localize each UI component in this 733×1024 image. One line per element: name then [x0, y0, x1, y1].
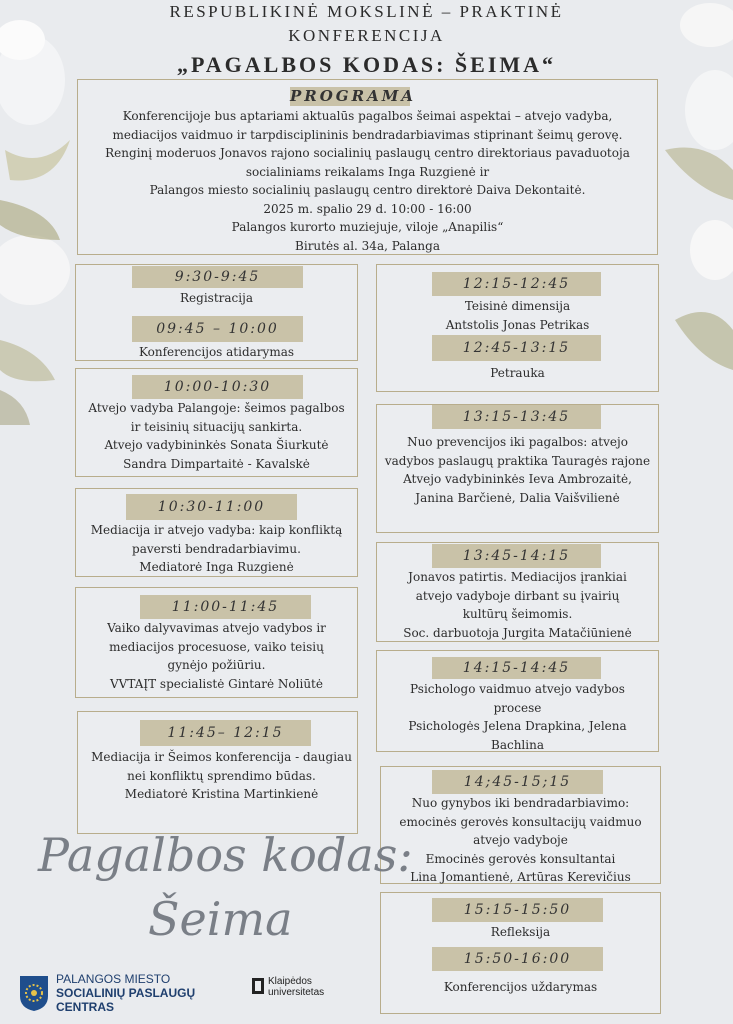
session-line: vadybos paslaugų praktika Tauragės rajone	[384, 453, 651, 468]
session-time: 9:30-9:45	[132, 266, 303, 288]
session-line: atvejo vadyboje dirbant su įvairių	[415, 588, 620, 603]
programme-line: mediacijos vaidmuo ir tarpdisciplininis bendradarbiavimas stiprinant šeimų gerovę.	[112, 127, 623, 142]
session-speaker: Sandra Dimpartaitė - Kavalskė	[123, 456, 310, 471]
header-title-line2: KONFERENCIJA	[288, 26, 445, 45]
logo-line2: universitetas	[268, 987, 325, 998]
session-speaker: Soc. darbuotoja Jurgita Matačiūnienė	[403, 625, 632, 640]
session-line: Psichologo vaidmuo atvejo vadybos	[410, 682, 625, 696]
session-time: 15:50-16:00	[432, 947, 603, 971]
logo-line1: PALANGOS MIESTO	[56, 972, 171, 986]
session-description	[376, 297, 659, 334]
session-time: 09:45 – 10:00	[132, 316, 303, 342]
session-speaker: Atvejo vadybininkės Sonata Šiurkutė	[104, 438, 329, 452]
programme-line: Renginį moderuos Jonavos rajono socialinių paslaugų centro direktoriaus pavaduotoja	[105, 146, 630, 160]
session-line: kultūrų šeimomis.	[462, 607, 573, 621]
programme-line: Palangos miesto socialinių paslaugų centro direktorė Daiva Dekontaitė.	[149, 183, 586, 197]
session-time: 13:45-14:15	[432, 544, 601, 568]
session-line: emocinės gerovės konsultacijų vaidmuo	[399, 814, 642, 829]
klaipeda-university-logo	[252, 975, 362, 1005]
session-description	[376, 680, 659, 754]
session-title: Refleksija	[490, 925, 551, 939]
session-line: Mediacija ir Šeimos konferencija - daugiau	[91, 750, 352, 764]
logo-line3: CENTRAS	[56, 1000, 115, 1014]
session-title: Konferencijos uždarymas	[443, 980, 598, 994]
logo-line1: Klaipėdos	[268, 976, 312, 987]
session-title: Petrauka	[490, 366, 545, 380]
session-speaker: Bachlina	[491, 737, 544, 752]
programme-line: Konferencijoje bus aptariami aktualūs pagalbos šeimai aspektai – atvejo vadyba,	[122, 109, 613, 123]
script-title-line1: Pagalbos kodas:	[38, 828, 413, 882]
session-line: gynėjo požiūriu.	[167, 658, 266, 672]
header-title-line1: RESPUBLIKINĖ MOKSLINĖ – PRAKTINĖ	[169, 2, 564, 21]
session-speaker: Psichologės Jelena Drapkina, Jelena	[408, 719, 627, 733]
session-speaker: Antstolis Jonas Petrikas	[445, 317, 590, 332]
session-description	[75, 399, 358, 473]
session-time: 13:15-13:45	[432, 405, 601, 429]
university-emblem-icon	[252, 978, 264, 994]
session-line: Atvejo vadyba Palangoje: šeimos pagalbos	[88, 401, 345, 415]
session-title: Konferencijos atidarymas	[138, 345, 295, 359]
session-time: 12:15-12:45	[432, 272, 601, 296]
session-line: nei konfliktų sprendimo būdas.	[127, 768, 316, 783]
session-time: 14;45-15;15	[432, 770, 603, 794]
session-time: 15:15-15:50	[432, 898, 603, 922]
session-description	[376, 568, 659, 642]
session-time: 14:15-14:45	[432, 657, 601, 679]
session-time: 11:00-11:45	[140, 595, 311, 619]
programme-line: socialiniams reikalams Inga Ruzgienė ir	[245, 164, 490, 179]
session-time: 11:45– 12:15	[140, 720, 311, 746]
session-time: 12:45-13:15	[432, 335, 601, 361]
session-description	[376, 433, 659, 507]
programme-address: Birutės al. 34a, Palanga	[295, 238, 440, 253]
programme-label: PROGRAMA	[290, 87, 416, 105]
crest-icon	[18, 974, 50, 1012]
palanga-social-services-logo	[18, 970, 248, 1016]
session-speaker: Lina Jomantienė, Artūras Kerevičius	[410, 870, 631, 884]
session-line: Nuo prevencijos iki pagalbos: atvejo	[407, 435, 628, 449]
session-description	[75, 521, 358, 577]
session-description	[380, 794, 661, 887]
header-conference-name: „PAGALBOS KODAS: ŠEIMA“	[176, 52, 557, 77]
session-time: 10:00-10:30	[132, 375, 303, 399]
session-speaker: Mediatorė Inga Ruzgienė	[139, 560, 294, 574]
session-speaker: VVTAĮT specialistė Gintarė Noliūtė	[110, 676, 323, 691]
session-line: Mediacija ir atvejo vadyba: kaip konfliktą	[90, 523, 343, 537]
session-title: Registracija	[180, 291, 253, 305]
session-line: Nuo gynybos iki bendradarbiavimo:	[411, 796, 630, 810]
programme-date: 2025 m. spalio 29 d. 10:00 - 16:00	[263, 201, 472, 216]
programme-description	[80, 107, 655, 255]
session-speaker: Mediatorė Kristina Martinkienė	[124, 787, 319, 801]
session-line: Vaiko dalyvavimas atvejo vadybos ir	[107, 621, 326, 635]
session-description	[80, 748, 363, 804]
script-title-line2: Šeima	[148, 892, 293, 946]
session-line: Jonavos patirtis. Mediacijos įrankiai	[408, 570, 627, 584]
session-speaker: Atvejo vadybininkės Ieva Ambrozaitė,	[403, 472, 632, 486]
session-line: Teisinė dimensija	[464, 299, 571, 313]
session-line: atvejo vadyboje	[473, 833, 568, 847]
session-speaker: Janina Barčienė, Dalia Vaišvilienė	[415, 490, 620, 505]
session-time: 10:30-11:00	[126, 494, 297, 520]
session-line: procese	[493, 700, 542, 715]
session-speaker: Emocinės gerovės konsultantai	[425, 851, 616, 866]
programme-venue: Palangos kurorto muziejuje, viloje „Anapilis“	[231, 220, 504, 234]
session-line: ir teisinių situacijų sankirta.	[130, 419, 303, 434]
session-line: paversti bendradarbiavimu.	[132, 541, 301, 556]
session-description	[75, 619, 358, 693]
logo-line2: SOCIALINIŲ PASLAUGŲ	[56, 986, 196, 1000]
session-line: mediacijos procesuose, vaiko teisių	[109, 639, 324, 654]
